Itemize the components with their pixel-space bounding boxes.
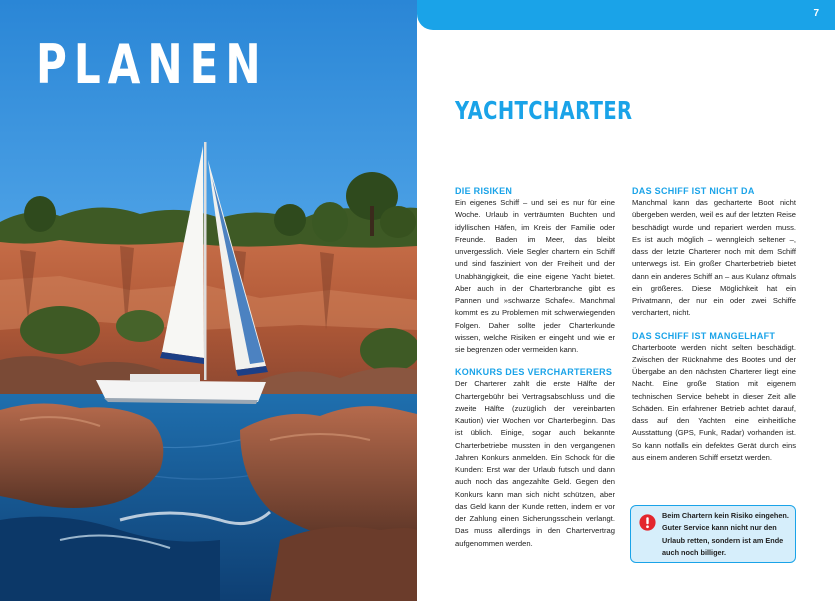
subheading-ship-missing: DAS SCHIFF IST NICHT DA (632, 185, 755, 196)
paragraph-bankruptcy: Der Charterer zahlt die erste Hälfte der Chartergebühr bei Vertragsabschluss und die zweite Hälfte (zuzüglich der vereinbarten Kaution) vier Wochen vor Charterbeginn. Das ist üblich. Einige, sogar auch bekannte Charterbetriebe mussten in den vergangenen Jahren Konkurs anmelden. Ein Schock für die Kunden: Erst war der Urlaub futsch und dann auch noch das angezahlte Geld. Gegen den Konkurs kann man sich nicht schützen, aber das Geld kann der Kunde retten, indem er vor der Zahlung einen Sicherungsschein verlangt. Das muss allerdings in den Chartervertrag aufgenommen werden. (455, 379, 615, 548)
tip-box (630, 505, 796, 563)
paragraph-risks: Ein eigenes Schiff – und sei es nur für eine Woche. Urlaub in verträumten Buchten und idyllischen Häfen, im Kreis der Familie oder Freunde. Baden im Meer, das bleibt unvergesslich. Viele Segler chartern ein Schiff und sind fasziniert von der Freiheit und der Unabhängigkeit, die eine eigene Yacht bietet. Aber auch in der Charterbranche gibt es Pannen und »schwarze Schafe«. Manchmal kommt es zu Problemen mit schwerwiegenden Folgen. Daher sollte jeder Charterkunde wissen, welche Risiken er eingeht und wie er sie begrenzen oder vermeiden kann. (455, 198, 615, 354)
section-title: YACHTCHARTER (455, 96, 633, 125)
exclamation-warning-icon (639, 514, 656, 531)
paragraph-ship-defective: Charterboote werden nicht selten beschädigt. Zwischen der Rücknahme des Bootes und der Übergabe an den nächsten Charterer liegt eine Nacht. Eine große Station mit eigenem technischen Service behebt in dieser Zeit alle Schäden. Ein erfahrener Betrieb achtet darauf, dass auf den Yachten eine einheitliche Ausstattung (GPS, Funk, Radar) vorhanden ist. So kann notfalls ein defektes Gerät durch eins aus einem anderen Schiff ersetzt werden. (632, 342, 796, 462)
tip-text: Beim Chartern kein Risiko eingehen. Guter Service kann nicht nur den Urlaub retten, sondern ist am Ende auch noch billiger. (662, 511, 789, 557)
text-column-right (632, 184, 796, 464)
chapter-title: PLANEN (36, 33, 268, 96)
page-number: 7 (813, 8, 819, 19)
yacht-photo (0, 0, 417, 601)
subheading-ship-defective: DAS SCHIFF IST MANGELHAFT (632, 329, 776, 341)
subheading-bankruptcy: KONKURS DES VERCHARTERERS (455, 366, 613, 378)
text-column-left (455, 184, 615, 550)
subheading-risks: DIE RISIKEN (455, 185, 513, 196)
page-header-bar (417, 0, 835, 30)
paragraph-ship-missing: Manchmal kann das gecharterte Boot nicht übergeben werden, weil es auf der letzten Reise beschädigt wurde und repariert werden muss. Es ist auch möglich – wenngleich seltener –, dass der letzte Charterer noch mit dem Schiff unterwegs ist. Ein großer Charterbetrieb bietet dann ein anderes Schiff an – aus Kulanz oftmals ein größeres. Diese Möglichkeit hat ein Privatmann, der nur ein oder zwei Schiffe verchartert, nicht. (632, 198, 796, 318)
